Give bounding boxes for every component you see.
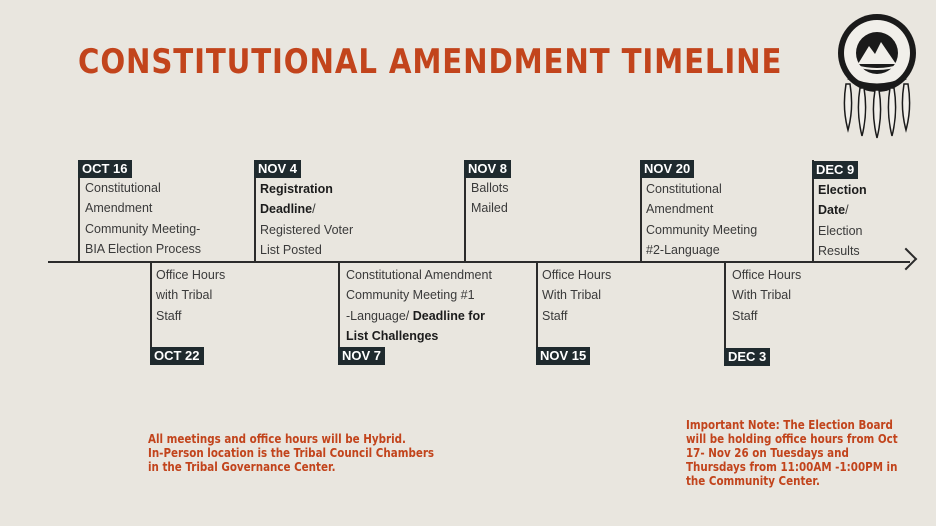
date-badge: NOV 20	[640, 160, 694, 178]
important-note	[686, 418, 898, 488]
date-badge: NOV 4	[254, 160, 301, 178]
event-line: Office Hours	[732, 268, 802, 282]
event-line: Staff	[156, 308, 182, 323]
event-line: Ballots	[471, 181, 509, 195]
timeline-arrow-icon	[895, 248, 918, 271]
event-line: #2-Language	[646, 242, 720, 257]
event-line: Staff	[732, 308, 758, 323]
event-line: Results	[818, 243, 860, 258]
note-line: will be holding office hours from Oct	[686, 432, 898, 446]
event-line: Community Meeting	[646, 222, 758, 237]
date-badge: OCT 22	[150, 347, 204, 365]
event-line: Staff	[542, 308, 568, 323]
date-badge: NOV 15	[536, 347, 590, 365]
note-line: In-Person location is the Tribal Council Chambers	[148, 446, 435, 460]
timeline-axis	[48, 261, 910, 263]
event-description	[156, 265, 225, 326]
event-line: Community Meeting #1	[346, 288, 475, 303]
event-line: Amendment	[646, 202, 714, 217]
date-badge: DEC 3	[724, 348, 770, 366]
date-badge: NOV 7	[338, 347, 385, 365]
event-line: Office Hours	[156, 268, 226, 282]
event-line: Office Hours	[542, 268, 612, 282]
note-line: 17- Nov 26 on Tuesdays and	[686, 446, 849, 460]
note-line: Important Note: The Election Board	[686, 418, 893, 432]
event-line: Constitutional	[85, 181, 161, 195]
event-description	[260, 179, 353, 260]
page-title: CONSTITUTIONAL AMENDMENT TIMELINE	[78, 42, 783, 82]
event-line: /	[312, 202, 316, 217]
event-description	[818, 180, 867, 261]
event-line-bold: Date	[818, 203, 846, 218]
event-line: Mailed	[471, 201, 508, 216]
note-line: the Community Center.	[686, 474, 820, 488]
event-line: /	[845, 203, 849, 218]
note-line: Thursdays from 11:00AM -1:00PM in	[686, 460, 898, 474]
event-line: BIA Election Process	[85, 241, 202, 256]
event-line-bold: Election	[818, 183, 867, 197]
event-line-bold: List Challenges	[346, 328, 439, 343]
event-line: List Posted	[260, 242, 322, 257]
event-description	[542, 265, 611, 326]
event-line: Community Meeting-	[85, 221, 201, 236]
event-line: Registered Voter	[260, 222, 354, 237]
date-badge: OCT 16	[78, 160, 132, 178]
event-line: With Tribal	[542, 288, 602, 303]
event-description	[732, 265, 801, 326]
event-description	[471, 178, 509, 219]
hybrid-meeting-note	[148, 432, 434, 474]
event-line: -Language/	[346, 308, 413, 323]
event-description	[346, 265, 492, 346]
tribal-seal-logo	[836, 12, 918, 140]
date-badge: NOV 8	[464, 160, 511, 178]
event-line: with Tribal	[156, 288, 213, 303]
event-line: Election	[818, 223, 863, 238]
event-line: Constitutional Amendment	[346, 268, 492, 282]
event-description	[85, 178, 201, 259]
note-line: in the Tribal Governance Center.	[148, 460, 336, 474]
event-line: With Tribal	[732, 288, 792, 303]
date-badge: DEC 9	[812, 161, 858, 179]
event-line-bold: Deadline	[260, 202, 313, 217]
event-line-bold: Registration	[260, 182, 333, 196]
event-line: Amendment	[85, 201, 153, 216]
note-line: All meetings and office hours will be Hybrid.	[148, 432, 406, 446]
event-line: Constitutional	[646, 182, 722, 196]
event-line-bold: Deadline for	[412, 308, 485, 323]
event-description	[646, 179, 757, 260]
